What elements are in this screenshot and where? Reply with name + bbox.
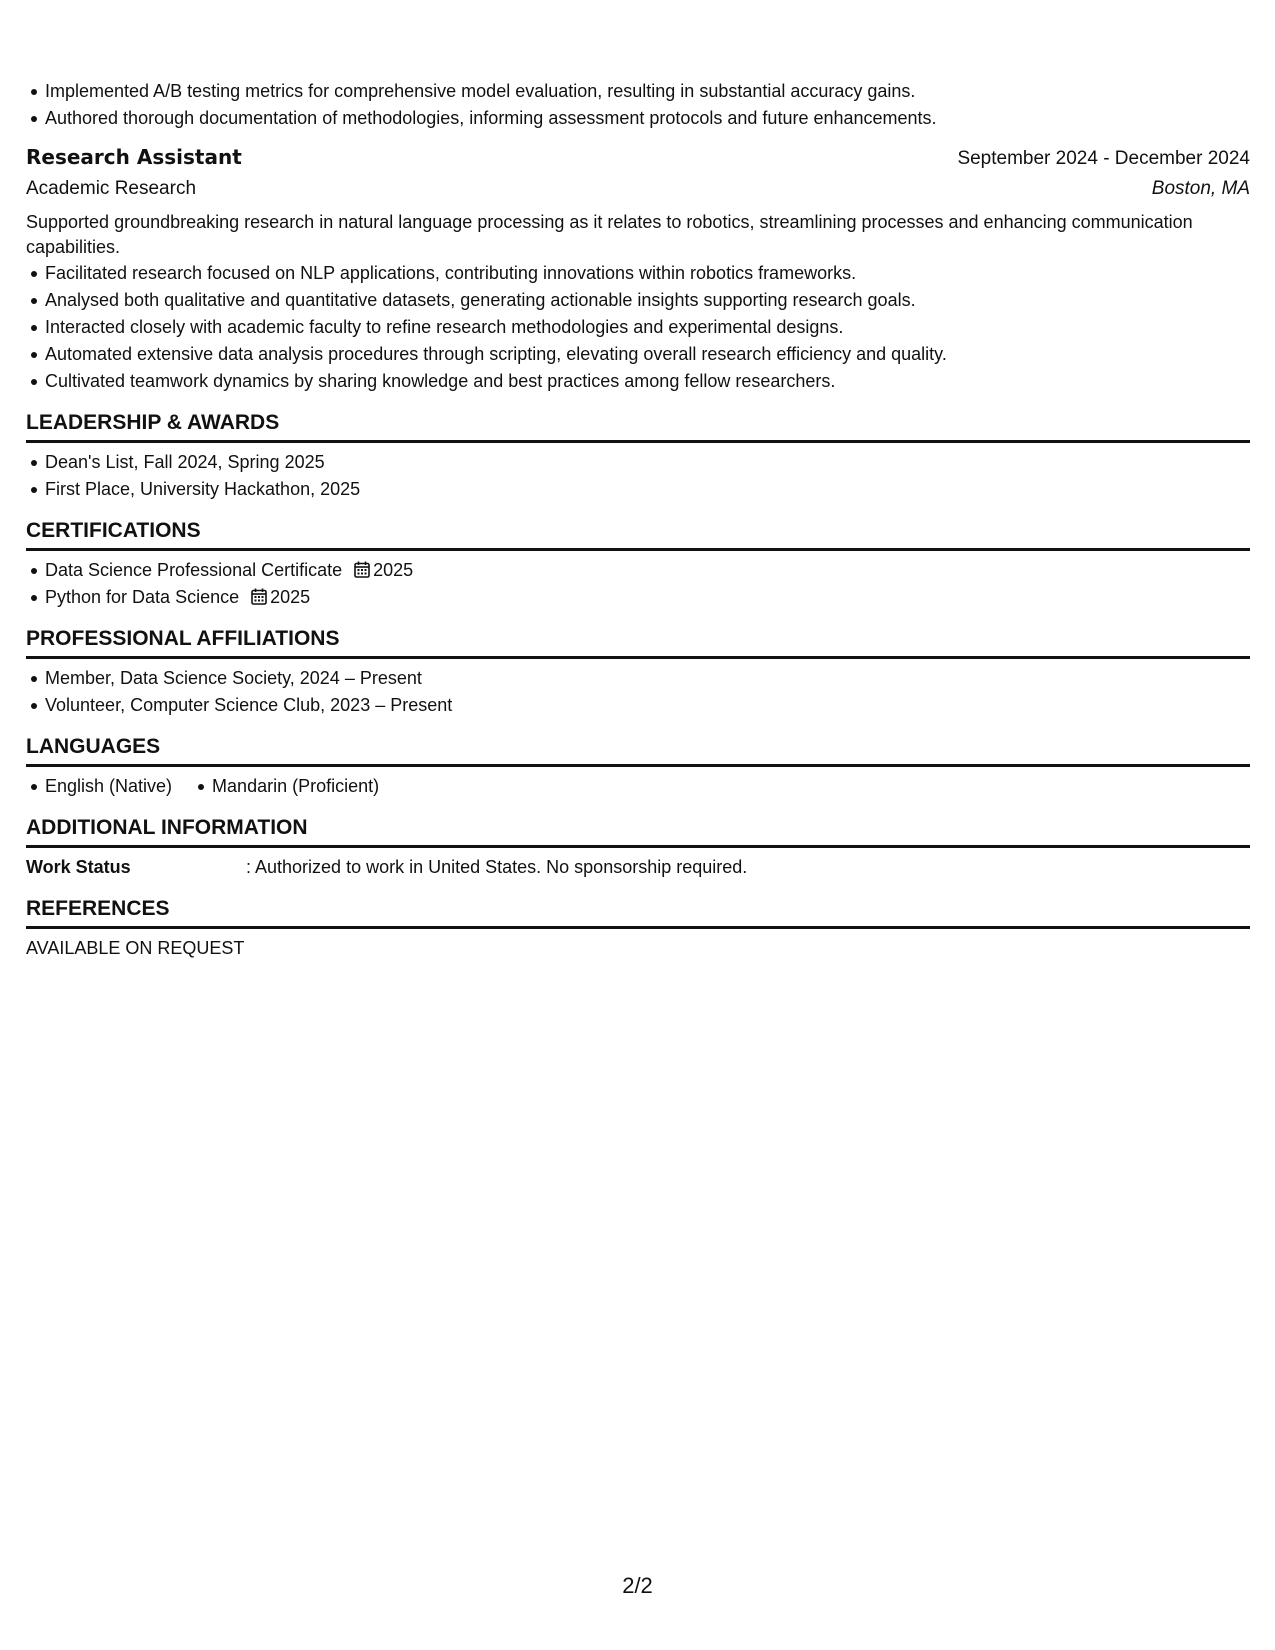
job-summary: Supported groundbreaking research in natural language processing as it relates to robotics, streamlining processes and enhancing communication capabilities.	[26, 212, 1193, 257]
job-dates: September 2024 - December 2024	[957, 148, 1250, 169]
work-status-row	[26, 854, 1250, 881]
job-organization: Academic Research	[26, 178, 197, 199]
bullet-item: Cultivated teamwork dynamics by sharing knowledge and best practices among fellow researchers.	[45, 368, 1250, 395]
work-status-value: : Authorized to work in United States. No sponsorship required.	[246, 857, 748, 877]
previous-role-bullet-list	[26, 78, 1250, 132]
language-item: Mandarin (Proficient)	[212, 773, 379, 800]
section-heading: CERTIFICATIONS	[26, 517, 1250, 551]
references-text: AVAILABLE ON REQUEST	[26, 938, 245, 958]
job-header	[26, 142, 1250, 174]
calendar-icon	[251, 586, 267, 613]
certification-year: 2025	[373, 560, 414, 580]
certifications-section	[26, 517, 1250, 611]
job-title: Research Assistant	[26, 145, 242, 169]
section-heading: ADDITIONAL INFORMATION	[26, 814, 1250, 848]
section-heading: LANGUAGES	[26, 733, 1250, 767]
bullet-item: Implemented A/B testing metrics for comprehensive model evaluation, resulting in substantial accuracy gains.	[45, 78, 1250, 105]
languages-section	[26, 733, 1250, 800]
bullet-item: Automated extensive data analysis procedures through scripting, elevating overall research efficiency and quality.	[45, 341, 1250, 368]
references-section	[26, 895, 1250, 962]
work-status-label: Work Status	[26, 857, 131, 877]
affiliations-list	[26, 665, 1250, 719]
job-location: Boston, MA	[1151, 178, 1250, 199]
certification-item	[45, 557, 1250, 584]
certification-name: Python for Data Science	[45, 587, 240, 607]
experience-entry-research-assistant	[26, 142, 1250, 395]
affiliation-item: Volunteer, Computer Science Club, 2023 – Present	[45, 692, 1250, 719]
languages-list	[26, 773, 1250, 800]
bullet-item: Interacted closely with academic faculty to refine research methodologies and experimental designs.	[45, 314, 1250, 341]
job-bullet-list	[26, 260, 1250, 395]
bullet-item: Facilitated research focused on NLP applications, contributing innovations within robotics frameworks.	[45, 260, 1250, 287]
resume-page	[26, 78, 1250, 962]
bullet-item: Authored thorough documentation of methodologies, informing assessment protocols and future enhancements.	[45, 105, 1250, 132]
additional-information-section	[26, 814, 1250, 881]
award-item: Dean's List, Fall 2024, Spring 2025	[45, 449, 1250, 476]
award-item: First Place, University Hackathon, 2025	[45, 476, 1250, 503]
calendar-icon	[354, 559, 370, 586]
language-item: English (Native)	[45, 773, 172, 800]
professional-affiliations-section	[26, 625, 1250, 719]
section-heading: REFERENCES	[26, 895, 1250, 929]
section-heading: LEADERSHIP & AWARDS	[26, 409, 1250, 443]
leadership-awards-section	[26, 409, 1250, 503]
certification-item	[45, 584, 1250, 611]
job-subheader	[26, 174, 1250, 204]
awards-list	[26, 449, 1250, 503]
section-heading: PROFESSIONAL AFFILIATIONS	[26, 625, 1250, 659]
certification-year: 2025	[270, 587, 311, 607]
certification-name: Data Science Professional Certificate	[45, 560, 343, 580]
affiliation-item: Member, Data Science Society, 2024 – Present	[45, 665, 1250, 692]
bullet-item: Analysed both qualitative and quantitative datasets, generating actionable insights supporting research goals.	[45, 287, 1250, 314]
certifications-list	[26, 557, 1250, 611]
page-number: 2/2	[622, 1573, 653, 1598]
